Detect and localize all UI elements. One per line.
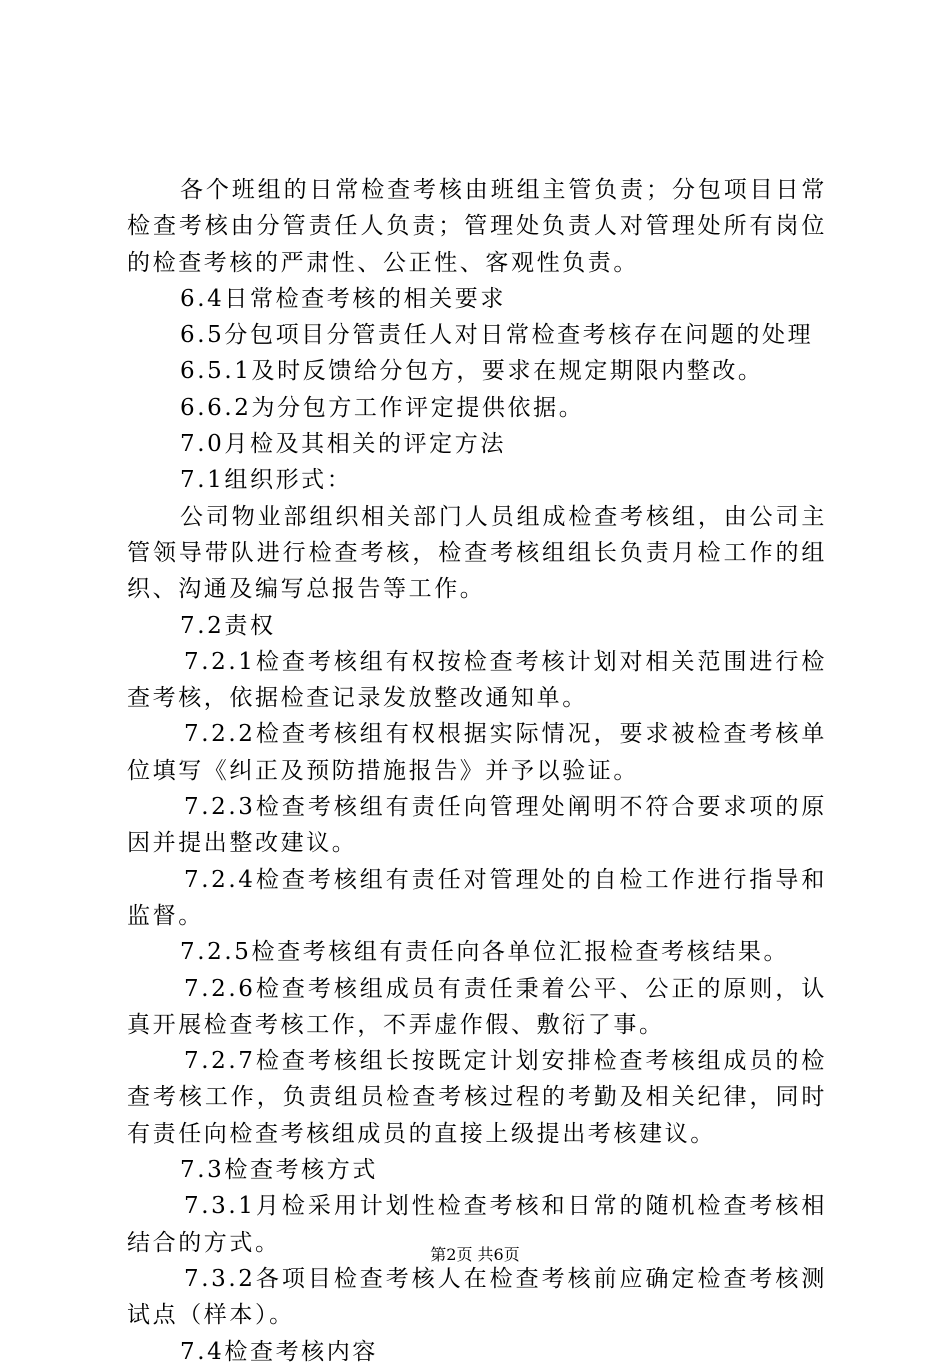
- heading-7-4: 7.4检查考核内容: [180, 1338, 378, 1365]
- heading-7-2: 7.2责权: [180, 612, 276, 639]
- document-body: [127, 172, 827, 1370]
- heading-7-1: 7.1组织形式：: [180, 467, 353, 494]
- item-6-6-2: 6.6.2为分包方工作评定提供依据。: [180, 394, 585, 421]
- item-6-5-1: 6.5.1及时反馈给分包方，要求在规定期限内整改。: [180, 358, 764, 385]
- item-7-2-4: 7.2.4检查考核组有责任对管理处的自检工作进行指导和监督。: [127, 866, 827, 929]
- heading-6-5: 6.5分包项目分管责任人对日常检查考核存在问题的处理: [180, 322, 814, 349]
- paragraph-responsibility: 各个班组的日常检查考核由班组主管负责；分包项目日常检查考核由分管责任人负责；管理处负责人对管理处所有岗位的检查考核的严肃性、公正性、客观性负责。: [127, 177, 827, 276]
- heading-6-4: 6.4日常检查考核的相关要求: [180, 285, 506, 312]
- page-footer: 第2页 共6页: [430, 1245, 520, 1264]
- paragraph-organization: 公司物业部组织相关部门人员组成检查考核组，由公司主管领导带队进行检查考核，检查考核组组长负责月检工作的组织、沟通及编写总报告等工作。: [127, 503, 827, 603]
- item-7-2-6: 7.2.6检查考核组成员有责任秉着公平、公正的原则，认真开展检查考核工作，不弄虚作假、敷衍了事。: [127, 975, 827, 1038]
- item-7-3-1: 7.3.1月检采用计划性检查考核和日常的随机检查考核相结合的方式。: [127, 1193, 827, 1256]
- item-7-2-2: 7.2.2检查考核组有权根据实际情况，要求被检查考核单位填写《纠正及预防措施报告》并予以验证。: [127, 721, 827, 784]
- item-7-2-1: 7.2.1检查考核组有权按检查考核计划对相关范围进行检查考核，依据检查记录发放整改通知单。: [127, 648, 827, 712]
- item-7-2-3: 7.2.3检查考核组有责任向管理处阐明不符合要求项的原因并提出整改建议。: [127, 794, 827, 857]
- item-7-2-7: 7.2.7检查考核组长按既定计划安排检查考核组成员的检查考核工作，负责组员检查考核过程的考勤及相关纪律，同时有责任向检查考核组成员的直接上级提出考核建议。: [127, 1048, 827, 1147]
- item-7-2-5: 7.2.5检查考核组有责任向各单位汇报检查考核结果。: [180, 939, 790, 966]
- heading-7-3: 7.3检查考核方式: [180, 1157, 378, 1184]
- item-7-3-2: 7.3.2各项目检查考核人在检查考核前应确定检查考核测试点（样本）。: [127, 1265, 827, 1329]
- heading-7-0: 7.0月检及其相关的评定方法: [180, 431, 506, 458]
